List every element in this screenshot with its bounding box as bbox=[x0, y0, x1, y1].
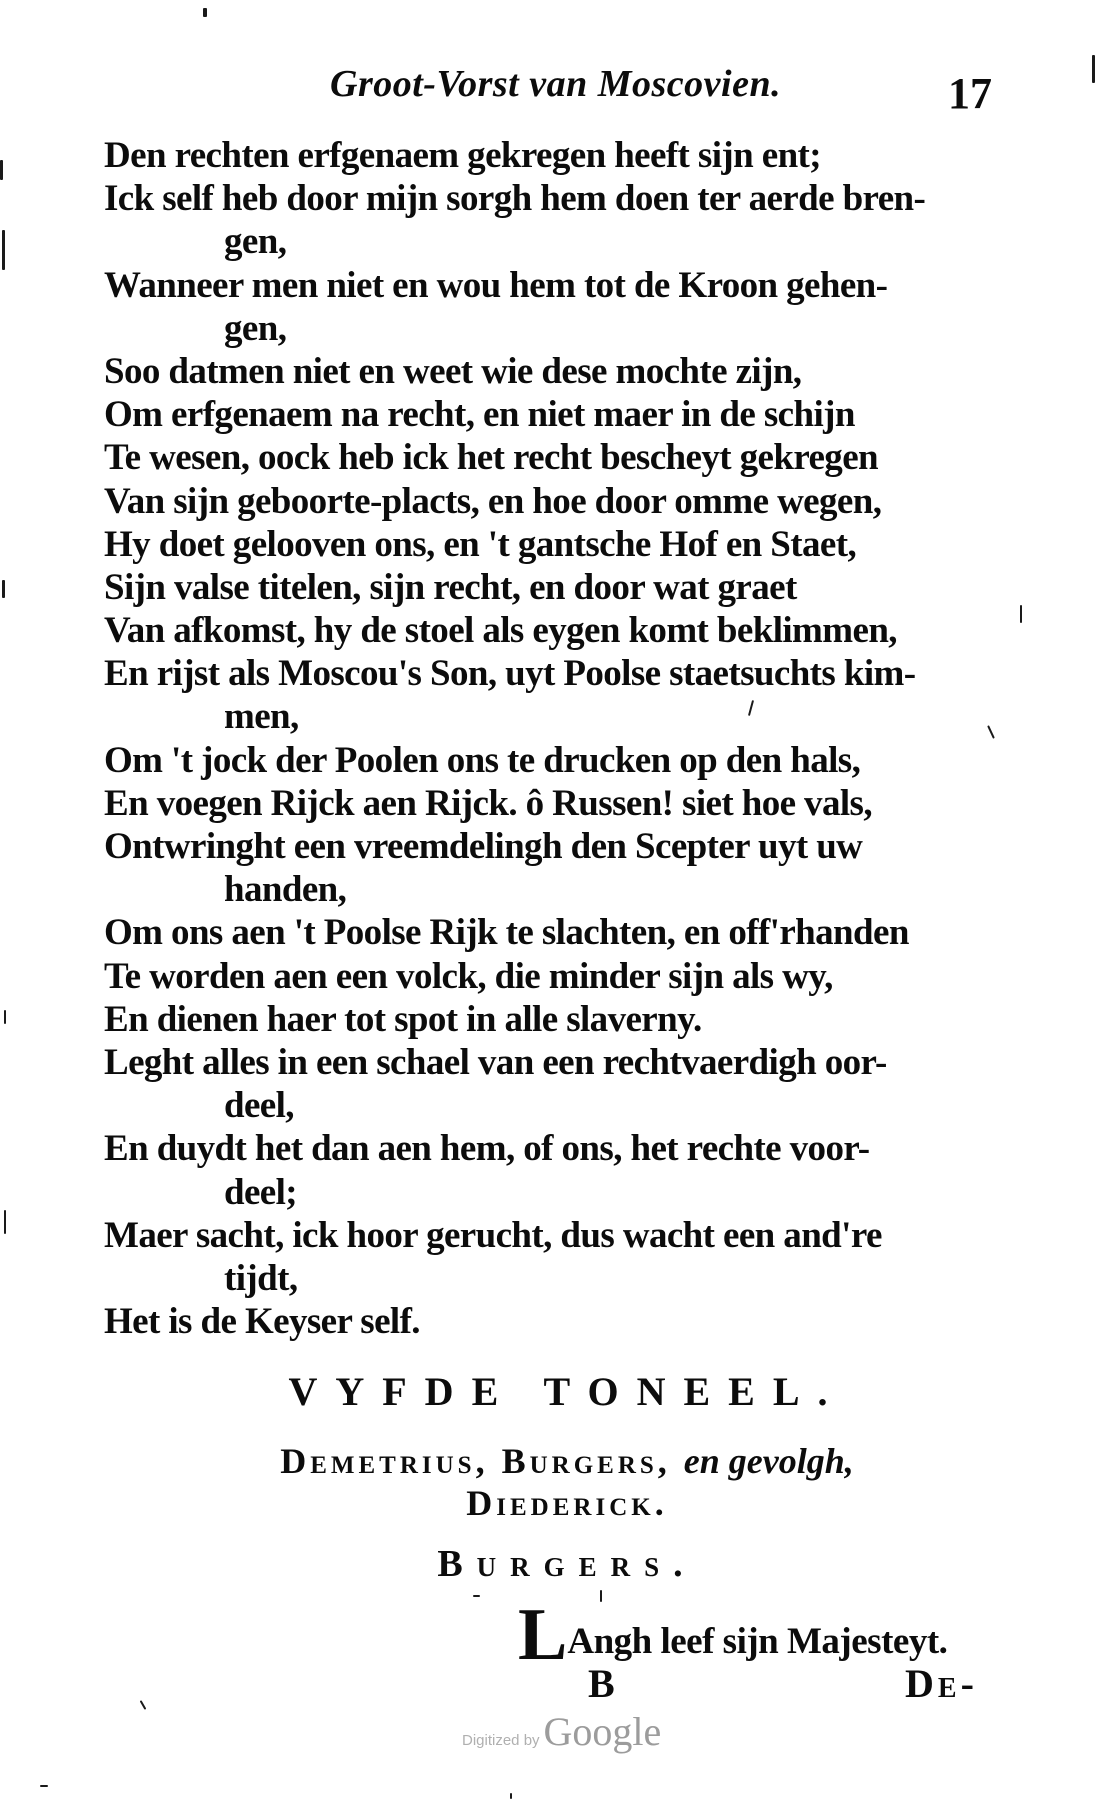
verse-line: Den rechten erfgenaem gekregen heeft sijn ent; bbox=[104, 135, 821, 176]
page-number: 17 bbox=[948, 69, 992, 118]
verse-line-continuation: handen, bbox=[224, 869, 347, 911]
scan-speck bbox=[1020, 605, 1022, 623]
scan-speck bbox=[0, 160, 3, 180]
verse-line-continuation: men, bbox=[224, 696, 299, 738]
scan-speck bbox=[1092, 55, 1095, 83]
scene-heading: VYFDE TONEEL. bbox=[288, 1369, 846, 1414]
digitization-watermark bbox=[462, 1708, 661, 1755]
verse-line: Om 't jock der Poolen ons te drucken op den hals, bbox=[104, 739, 861, 781]
speech-text: Angh leef sijn Majesteyt. bbox=[567, 1621, 948, 1662]
verse-line: Van afkomst, hy de stoel als eygen komt beklimmen, bbox=[104, 610, 897, 652]
scan-speck bbox=[4, 1210, 6, 1234]
verse-line-continuation: deel; bbox=[224, 1171, 298, 1213]
running-head-title: Groot-Vorst van Moscovien. bbox=[330, 63, 782, 105]
characters-line-2: Diederick. bbox=[466, 1483, 668, 1523]
scan-speck bbox=[510, 1793, 512, 1799]
verse-line: Leght alles in een schael van een rechtvaerdigh oor- bbox=[104, 1041, 887, 1083]
drop-cap: L bbox=[518, 1594, 568, 1676]
verse-line-continuation: gen, bbox=[224, 221, 287, 263]
verse-line: Ick self heb door mijn sorgh hem doen ter aerde bren- bbox=[104, 178, 926, 220]
verse-line: Wanneer men niet en wou hem tot de Kroon gehen- bbox=[104, 264, 888, 306]
verse-line-continuation: deel, bbox=[224, 1085, 294, 1127]
verse-line-continuation: tijdt, bbox=[224, 1257, 298, 1299]
verse-line: En duydt het dan aen hem, of ons, het rechte voor- bbox=[104, 1128, 870, 1170]
scan-speck bbox=[473, 1595, 480, 1597]
characters-line-1 bbox=[30, 1440, 1104, 1482]
scan-speck bbox=[2, 580, 5, 598]
verse-line: Maer sacht, ick hoor gerucht, dus wacht een and're bbox=[104, 1214, 882, 1256]
verse-line: Te wesen, oock heb ick het recht bescheyt gekregen bbox=[104, 437, 878, 479]
signature-mark: B bbox=[588, 1661, 615, 1706]
verse-line: Ontwringht een vreemdelingh den Scepter uyt uw bbox=[104, 826, 863, 867]
verse-line: Te worden aen een volck, die minder sijn als wy, bbox=[104, 955, 833, 997]
verse-line: Om erfgenaem na recht, en niet maer in de schijn bbox=[104, 394, 855, 436]
google-logo-text: Google bbox=[543, 1709, 662, 1754]
verse-line: Het is de Keyser self. bbox=[104, 1301, 420, 1343]
scan-speck bbox=[2, 230, 5, 270]
speaker-label: Burgers. bbox=[437, 1543, 697, 1585]
verse-line: Van sijn geboorte-placts, en hoe door omme wegen, bbox=[104, 480, 882, 522]
catchword: De- bbox=[905, 1661, 978, 1706]
speech-line bbox=[518, 1594, 948, 1676]
verse-block bbox=[104, 134, 1004, 1343]
verse-line: Om ons aen 't Poolse Rijk te slachten, en off'rhanden bbox=[104, 912, 909, 954]
scan-speck bbox=[4, 1010, 6, 1024]
verse-line: En dienen haer tot spot in alle slaverny. bbox=[104, 998, 702, 1040]
scan-speck bbox=[140, 1700, 147, 1710]
verse-line: En rijst als Moscou's Son, uyt Poolse staetsuchts kim- bbox=[104, 653, 916, 695]
dramatis-personae bbox=[0, 1440, 1104, 1524]
verse-line: Soo datmen niet en weet wie dese mochte zijn, bbox=[104, 350, 802, 392]
scan-speck bbox=[40, 1785, 48, 1787]
scan-speck bbox=[600, 1590, 602, 1602]
characters-names: Demetrius, Burgers, bbox=[280, 1441, 671, 1481]
watermark-prefix: Digitized by bbox=[462, 1732, 540, 1749]
scan-speck bbox=[203, 8, 207, 17]
verse-line: Sijn valse titelen, sijn recht, en door wat graet bbox=[104, 566, 797, 608]
verse-line-continuation: gen, bbox=[224, 307, 287, 349]
verse-line: Hy doet gelooven ons, en 't gantsche Hof en Staet, bbox=[104, 523, 857, 565]
verse-line: En voegen Rijck aen Rijck. ô Russen! siet hoe vals, bbox=[104, 782, 872, 824]
characters-italic-note: en gevolgh, bbox=[683, 1441, 854, 1481]
